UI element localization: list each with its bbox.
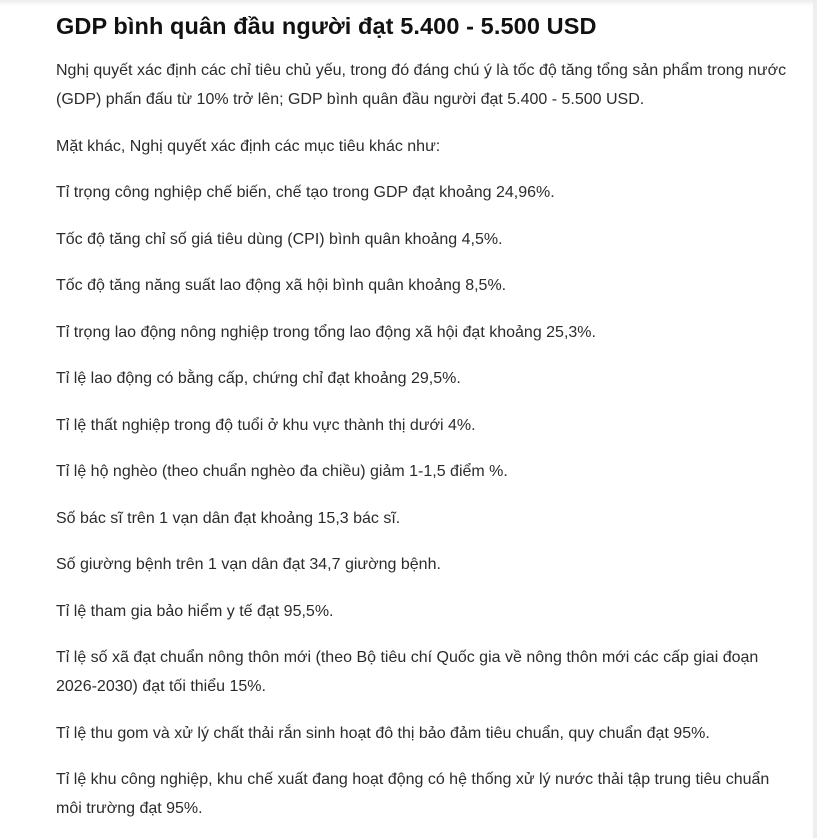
target-item: Số bác sĩ trên 1 vạn dân đạt khoảng 15,3 bác sĩ. [56,509,401,527]
target-item: Tỉ lệ thất nghiệp trong độ tuổi ở khu vực thành thị dưới 4%. [56,416,476,434]
target-item: Tốc độ tăng năng suất lao động xã hội bình quân khoảng 8,5%. [56,277,507,294]
target-item: Tỉ lệ số xã đạt chuẩn nông thôn mới (theo Bộ tiêu chí Quốc gia về nông thôn mới các cấp giai đoạn 2026-2030) đạt tối thiểu 15%. [56,649,759,695]
target-item: Tỉ lệ thu gom và xử lý chất thải rắn sinh hoạt đô thị bảo đảm tiêu chuẩn, quy chuẩn đạt 95%. [56,724,710,742]
target-item: Số giường bệnh trên 1 vạn dân đạt 34,7 giường bệnh. [56,556,441,573]
target-item: Tỉ trọng lao động nông nghiệp trong tổng lao động xã hội đạt khoảng 25,3%. [56,323,596,341]
article-body [56,0,796,823]
target-item: Tốc độ tăng chỉ số giá tiêu dùng (CPI) bình quân khoảng 4,5%. [56,230,503,248]
section-heading: GDP bình quân đầu người đạt 5.400 - 5.500 USD [56,13,597,39]
target-item: Tỉ lệ lao động có bằng cấp, chứng chỉ đạt khoảng 29,5%. [56,370,461,387]
target-item: Tỉ lệ hộ nghèo (theo chuẩn nghèo đa chiều) giảm 1-1,5 điểm %. [56,463,508,480]
target-item: Tỉ trọng công nghiệp chế biến, chế tạo trong GDP đạt khoảng 24,96%. [56,184,555,201]
page-right-edge [813,0,817,838]
target-item: Tỉ lệ khu công nghiệp, khu chế xuất đang hoạt động có hệ thống xử lý nước thải tập trung tiêu chuẩn môi trường đạt 95%. [56,771,770,817]
intro-paragraph: Nghị quyết xác định các chỉ tiêu chủ yếu, trong đó đáng chú ý là tốc độ tăng tổng sản phẩm trong nước (GDP) phấn đấu từ 10% trở lên; GDP bình quân đầu người đạt 5.400 - 5.500 USD. [56,62,787,108]
lead-paragraph: Mặt khác, Nghị quyết xác định các mục tiêu khác như: [56,137,441,155]
target-item: Tỉ lệ tham gia bảo hiểm y tế đạt 95,5%. [56,602,334,620]
